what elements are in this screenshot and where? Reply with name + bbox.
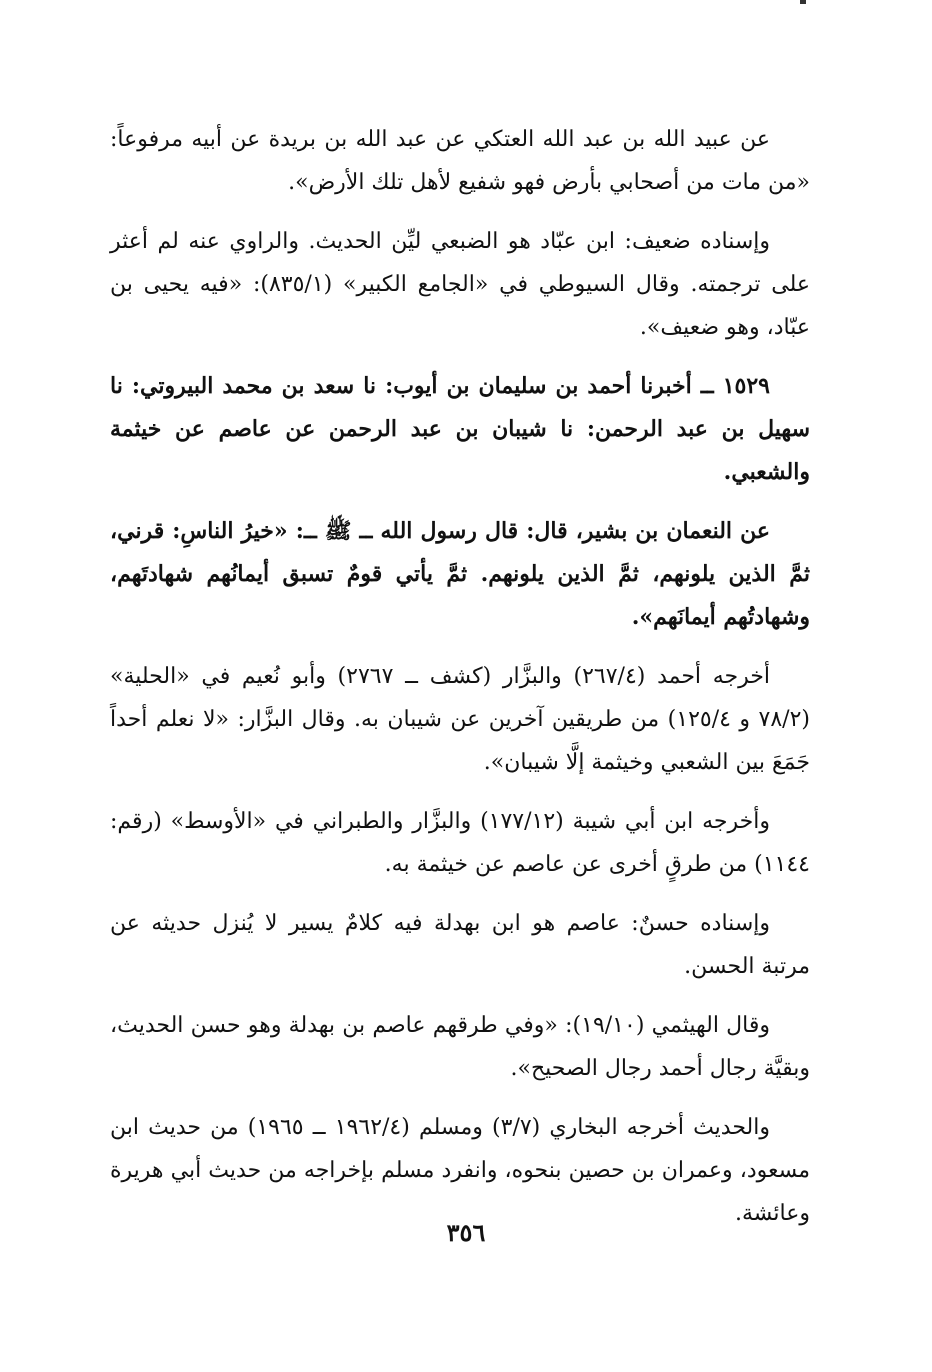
- paragraph-takhrij-2: وأخرجه ابن أبي شيبة (١٧٧/١٢) والبزَّار والطبراني في «الأوسط» (رقم: ١١٤٤) من طرقٍ أخرى عن عاصم عن خيثمة به.: [110, 809, 810, 877]
- paragraph-haythami: وقال الهيثمي (١٩/١٠): «وفي طرقهم عاصم بن بهدلة وهو حسن الحديث، وبقيَّة رجال أحمد رجال الصحيح».: [110, 1013, 810, 1081]
- paragraph-2: وإسناده ضعيف: ابن عبّاد هو الضبعي ليِّن الحديث. والراوي عنه لم أعثر على ترجمته. وقال السيوطي في «الجامع الكبير» (٨٣٥/١): «فيه يحيى بن عبّاد، وهو ضعيف».: [110, 229, 810, 340]
- top-edge-mark: [800, 0, 806, 4]
- hadith-1529-isnad: ١٥٢٩ ــ أخبرنا أحمد بن سليمان بن أيوب: نا سعد بن محمد البيروتي: نا سهيل بن عبد الرحمن: نا شيبان بن عبد الرحمن عن عاصم عن خيثمة والشعبي.: [110, 373, 810, 485]
- hadith-1529-matn: عن النعمان بن بشير، قال: قال رسول الله ــ ﷺ ــ: «خيرُ الناسِ: قرني، ثمَّ الذين يلونهم، ثمَّ الذين يلونهم. ثمَّ يأتي قومٌ تسبق أيمانُهم شهادتَهم، وشهادتُهم أيمانَهم».: [110, 518, 810, 630]
- paragraph-isnad-grade: وإسناده حسنٌ: عاصم هو ابن بهدلة فيه كلامٌ يسير لا يُنزل حديثه عن مرتبة الحسن.: [110, 911, 810, 979]
- page-body: [110, 118, 810, 1251]
- paragraph-1: عن عبيد الله بن عبد الله العتكي عن عبد الله بن بريدة عن أبيه مرفوعاً: «من مات من أصحابي بأرض فهو شفيع لأهل تلك الأرض».: [110, 127, 810, 195]
- paragraph-bukhari-muslim: والحديث أخرجه البخاري (٣/٧) ومسلم (١٩٦٢/٤ ــ ١٩٦٥) من حديث ابن مسعود، وعمران بن حصين بنحوه، وانفرد مسلم بإخراجه من حديث أبي هريرة وعائشة.: [110, 1115, 810, 1226]
- page-number: ٣٥٦: [446, 1218, 486, 1247]
- paragraph-takhrij-1: أخرجه أحمد (٢٦٧/٤) والبزَّار (كشف ــ ٢٧٦٧) وأبو نُعيم في «الحلية» (٧٨/٢ و ١٢٥/٤) من طريقين آخرين عن شيبان به. وقال البزَّار: «لا نعلم أحداً جَمَعَ بين الشعبي وخيثمة إلَّا شيبان».: [110, 664, 810, 775]
